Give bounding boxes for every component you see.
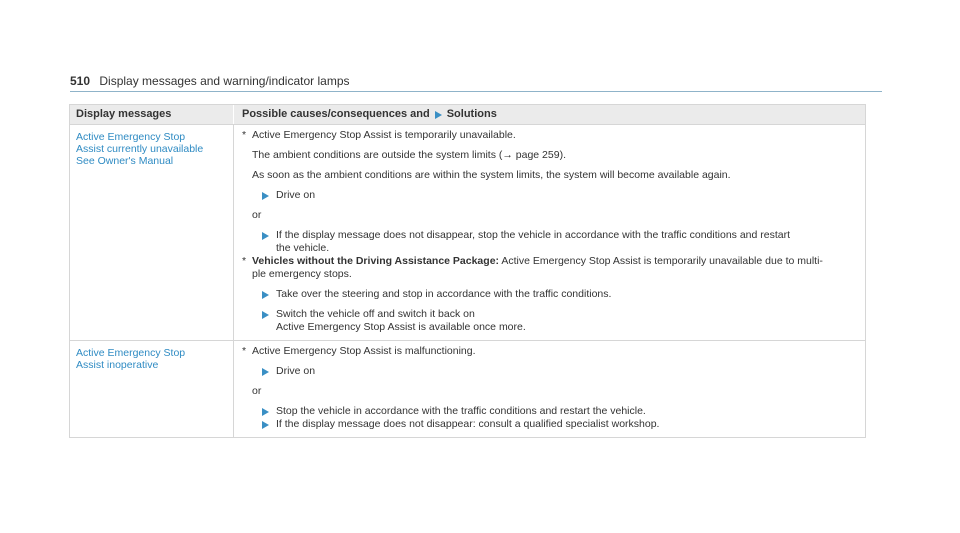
step-arrow-icon xyxy=(252,288,276,301)
display-message-line: Active Emergency Stop xyxy=(76,131,186,143)
solution-step xyxy=(242,405,857,418)
display-message-cell xyxy=(70,341,234,437)
step-arrow-icon xyxy=(252,418,276,431)
col-header-solutions-label: Solutions xyxy=(446,108,497,120)
step-arrow-icon xyxy=(252,405,276,418)
solution-arrow-icon xyxy=(435,111,442,119)
display-messages-table xyxy=(69,104,866,438)
step-text: If the display message does not disappear: consult a qualified specialist workshop. xyxy=(276,418,660,430)
display-message-line: Assist currently unavailable xyxy=(76,143,204,155)
step-text: the vehicle. xyxy=(276,242,330,254)
step-text: Drive on xyxy=(276,365,316,377)
or-text: or xyxy=(252,385,262,397)
page-number: 510 xyxy=(70,74,91,88)
solution-step xyxy=(242,418,857,431)
display-message-line: Assist inoperative xyxy=(76,359,159,371)
table-header-row xyxy=(70,105,865,125)
page-header xyxy=(70,74,350,88)
display-message-line: Active Emergency Stop xyxy=(76,347,186,359)
col-header-causes-label: Possible causes/consequences and xyxy=(242,108,430,120)
solution-step xyxy=(242,365,857,378)
cause-detail: The ambient conditions are outside the system limits (→ page 259). xyxy=(252,149,566,161)
header-divider xyxy=(70,91,882,92)
cause-item xyxy=(242,255,857,268)
col-header-causes-solutions xyxy=(234,105,497,124)
or-text: or xyxy=(252,209,262,221)
step-text: If the display message does not disappear, stop the vehicle in accordance with the traffic conditions and restart xyxy=(276,229,791,241)
display-message-cell xyxy=(70,125,234,340)
solution-step xyxy=(242,189,857,202)
step-arrow-icon xyxy=(252,229,276,255)
solution-step xyxy=(242,288,857,301)
cause-detail: ple emergency stops. xyxy=(252,268,352,280)
cause-item xyxy=(242,129,857,142)
table-row xyxy=(70,125,865,341)
step-arrow-icon xyxy=(252,308,276,334)
cause-detail: As soon as the ambient conditions are within the system limits, the system will become available again. xyxy=(252,169,731,181)
step-text: Take over the steering and stop in accordance with the traffic conditions. xyxy=(276,288,612,300)
bullet-star: * xyxy=(242,129,247,141)
display-message-line: See Owner's Manual xyxy=(76,155,174,167)
cause-text: Active Emergency Stop Assist is temporarily unavailable. xyxy=(252,129,516,141)
step-text: Stop the vehicle in accordance with the traffic conditions and restart the vehicle. xyxy=(276,405,646,417)
step-text: Drive on xyxy=(276,189,316,201)
solution-step xyxy=(242,229,857,255)
step-text: Switch the vehicle off and switch it back on xyxy=(276,308,475,320)
table-row xyxy=(70,341,865,437)
cause-item xyxy=(242,345,857,358)
bullet-star: * xyxy=(242,345,247,357)
col-header-display-messages: Display messages xyxy=(70,105,234,124)
step-arrow-icon xyxy=(252,365,276,378)
causes-solutions-cell xyxy=(234,341,865,437)
causes-solutions-cell xyxy=(234,125,865,340)
page-header-title: Display messages and warning/indicator lamps xyxy=(99,74,350,88)
step-arrow-icon xyxy=(252,189,276,202)
step-result: Active Emergency Stop Assist is available once more. xyxy=(276,321,526,333)
cause-bold-label: Vehicles without the Driving Assistance Package: xyxy=(252,255,500,267)
solution-step xyxy=(242,308,857,334)
bullet-star: * xyxy=(242,255,247,267)
cause-text: Active Emergency Stop Assist is malfunctioning. xyxy=(252,345,476,357)
cause-text: Active Emergency Stop Assist is temporarily unavailable due to multi- xyxy=(499,255,823,267)
